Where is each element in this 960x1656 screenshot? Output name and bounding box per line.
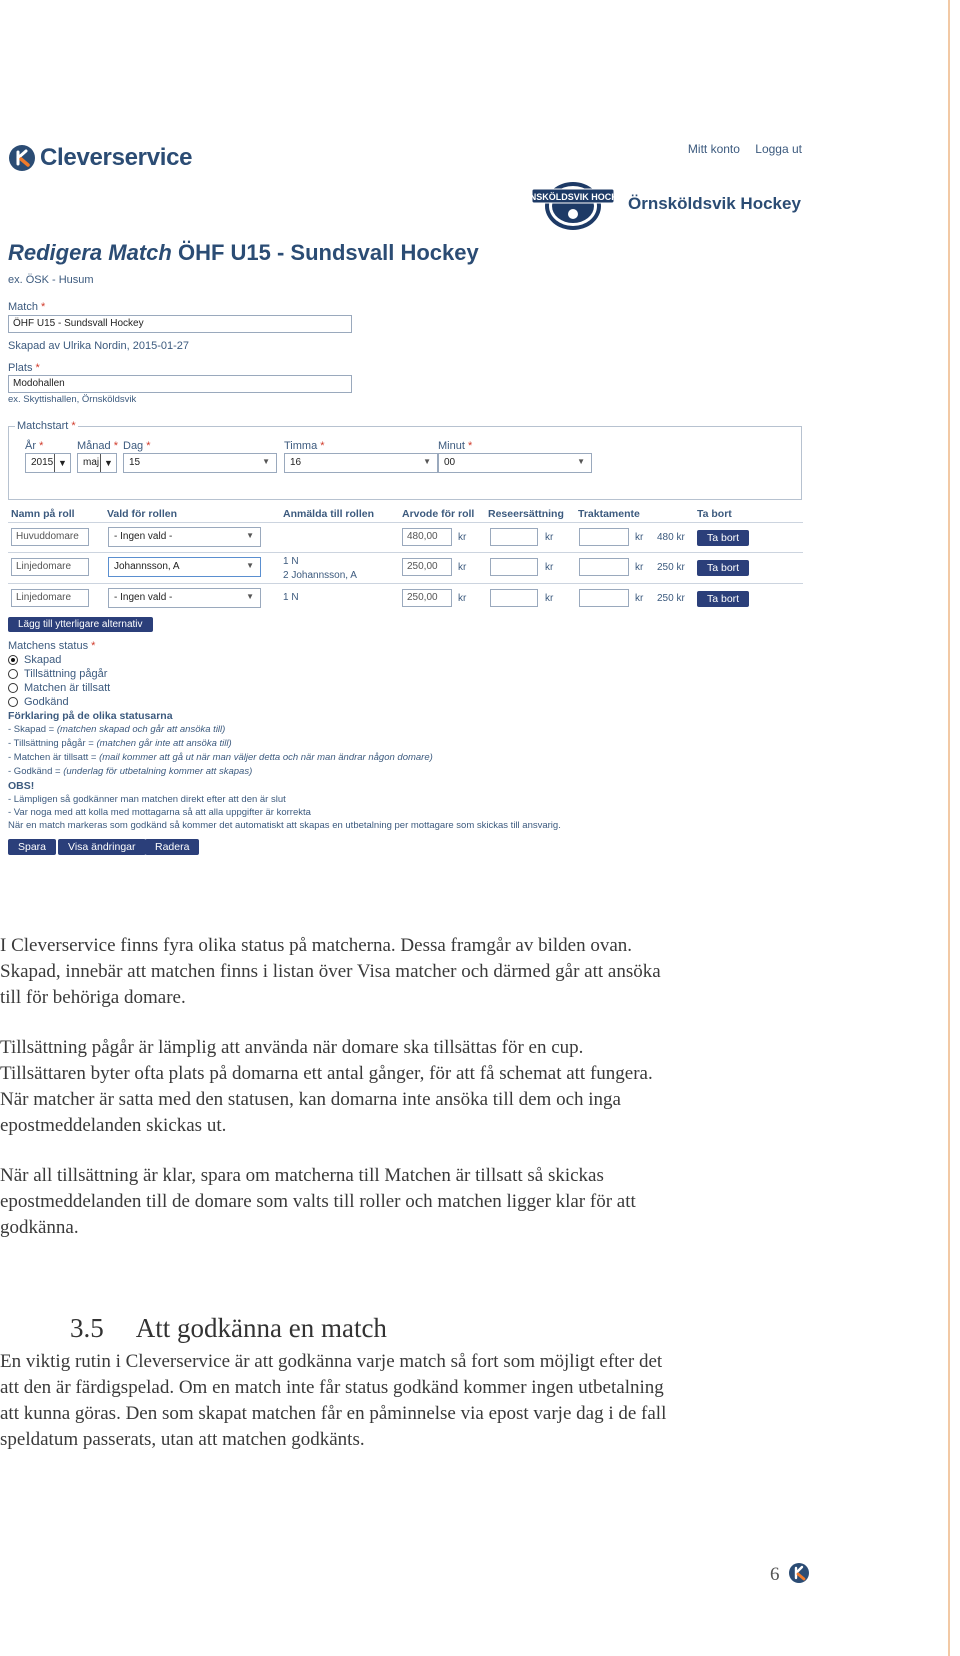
fee-input[interactable]: 250,00 (402, 589, 452, 607)
row-total: 250 kr (657, 593, 685, 604)
cleverservice-logo[interactable] (8, 144, 192, 172)
explanation-line: - Tillsättning pågår = (matchen går inte att ansöka till) (8, 738, 232, 749)
year-select[interactable]: 2015 ▼ (25, 453, 71, 473)
match-example: ex. ÖSK - Husum (8, 274, 94, 286)
col-header-chosen: Vald för rollen (107, 508, 178, 520)
remove-button[interactable]: Ta bort (697, 560, 749, 576)
currency-label: kr (635, 593, 644, 604)
allowance-input[interactable] (579, 558, 629, 576)
travel-input[interactable] (490, 558, 538, 576)
plats-example: ex. Skyttishallen, Örnsköldsvik (8, 394, 137, 405)
section-title: Att godkänna en match (135, 1313, 387, 1343)
status-radio-approved[interactable]: Godkänd (8, 696, 69, 708)
col-header-allowance: Traktamente (578, 508, 640, 520)
explanation-line: - Skapad = (matchen skapad och går att ansöka till) (8, 724, 226, 735)
plats-input[interactable]: Modohallen (8, 375, 352, 393)
radio-selected-icon (8, 655, 18, 665)
show-changes-button[interactable]: Visa ändringar (58, 839, 146, 855)
club-badge-text: ÖRNSKÖLDSVIK HOCKEY (516, 192, 630, 202)
currency-label: kr (458, 562, 467, 573)
cleverservice-logo-icon (8, 144, 36, 172)
remove-button[interactable]: Ta bort (697, 591, 749, 607)
travel-input[interactable] (490, 589, 538, 607)
chosen-select[interactable]: - Ingen vald - ▼ (108, 527, 261, 547)
allowance-input[interactable] (579, 589, 629, 607)
month-label: Månad * (77, 440, 118, 452)
obs-line: När en match markeras som godkänd så kommer det automatiskt att skapas en utbetalning per mottagare som skickas till ansvarig. (8, 820, 561, 831)
role-name-input[interactable]: Linjedomare (11, 589, 89, 607)
role-name-input[interactable]: Linjedomare (11, 558, 89, 576)
chevron-down-icon: ▼ (423, 457, 431, 466)
delete-button[interactable]: Radera (145, 839, 199, 855)
match-label: Match * (8, 301, 46, 313)
matchstart-legend: Matchstart * (17, 420, 76, 432)
obs-line: - Lämpligen så godkänner man matchen direkt efter att den är slut (8, 794, 286, 805)
cleverservice-logo-icon (788, 1562, 810, 1584)
explanation-line: - Matchen är tillsatt = (mail kommer att gå ut när man väljer detta och när man ändrar någon domare) (8, 752, 433, 763)
status-label: Matchens status * (8, 640, 96, 652)
chevron-down-icon: ▼ (100, 454, 116, 472)
status-radio-in-progress[interactable]: Tillsättning pågår (8, 668, 107, 680)
paragraph-in-progress: Tillsättning pågår är lämplig att använda när domare ska tillsättas för en cup. Tillsättaren byter ofta plats på domarna ett antal gånger, för att få schemat att fungera. När matcher är satta med den statusen, kan domarna inte ansöka till dem och inga epostmeddelanden skickas ut. (0, 1037, 653, 1136)
radio-icon (8, 697, 18, 707)
table-divider (8, 583, 803, 584)
add-alternative-button[interactable]: Lägg till ytterligare alternativ (8, 617, 153, 632)
currency-label: kr (635, 532, 644, 543)
page-number: 6 (770, 1564, 780, 1585)
paragraph-status-intro: I Cleverservice finns fyra olika status på matcherna. Dessa framgår av bilden ovan. Skapad, innebär att matchen finns i listan över Visa matcher och därmed går att ansöka till för behöriga domare. (0, 935, 661, 1008)
chevron-down-icon: ▼ (577, 457, 585, 466)
currency-label: kr (545, 562, 554, 573)
radio-icon (8, 669, 18, 679)
chevron-down-icon: ▼ (246, 531, 254, 540)
page-edge-line (948, 0, 950, 1656)
fee-input[interactable]: 250,00 (402, 558, 452, 576)
hour-select[interactable]: 16 ▼ (284, 453, 438, 473)
allowance-input[interactable] (579, 528, 629, 546)
chevron-down-icon: ▼ (246, 592, 254, 601)
club-name: Örnsköldsvik Hockey (628, 194, 801, 213)
status-radio-assigned[interactable]: Matchen är tillsatt (8, 682, 110, 694)
col-header-applied: Anmälda till rollen (283, 508, 375, 520)
status-radio-created[interactable]: Skapad (8, 654, 61, 666)
created-by-text: Skapad av Ulrika Nordin, 2015-01-27 (8, 340, 189, 352)
travel-input[interactable] (490, 528, 538, 546)
col-header-role: Namn på roll (11, 508, 75, 520)
chevron-down-icon: ▼ (54, 454, 70, 472)
fee-input[interactable]: 480,00 (402, 528, 452, 546)
applied-entry: 1 N (283, 592, 299, 603)
day-select[interactable]: 15 ▼ (123, 453, 277, 473)
col-header-travel: Reseersättning (488, 508, 564, 520)
section-number: 3.5 (70, 1313, 104, 1343)
table-divider (8, 552, 803, 553)
day-label: Dag * (123, 440, 151, 452)
minute-select[interactable]: 00 ▼ (438, 453, 592, 473)
hour-label: Timma * (284, 440, 325, 452)
my-account-link[interactable]: Mitt konto (687, 142, 740, 156)
col-header-remove: Ta bort (697, 508, 732, 520)
month-select[interactable]: maj ▼ (77, 453, 117, 473)
year-label: År * (25, 440, 44, 452)
remove-button[interactable]: Ta bort (697, 530, 749, 546)
chevron-down-icon: ▼ (246, 561, 254, 570)
save-button[interactable]: Spara (8, 839, 56, 855)
explanation-line: - Godkänd = (underlag för utbetalning kommer att skapas) (8, 766, 253, 777)
currency-label: kr (635, 562, 644, 573)
currency-label: kr (458, 532, 467, 543)
club-badge-icon (516, 176, 630, 232)
club-header (516, 176, 801, 232)
obs-title: OBS! (8, 780, 35, 792)
section-heading (70, 1313, 387, 1344)
applied-entry: 1 N (283, 556, 299, 567)
table-divider (8, 522, 803, 523)
radio-icon (8, 683, 18, 693)
plats-label: Plats * (8, 362, 40, 374)
minute-label: Minut * (438, 440, 473, 452)
obs-line: - Var noga med att kolla med mottagarna så att alla uppgifter är korrekta (8, 807, 311, 818)
logout-link[interactable]: Logga ut (755, 142, 802, 156)
chevron-down-icon: ▼ (262, 457, 270, 466)
row-total: 480 kr (657, 532, 685, 543)
explanation-title: Förklaring på de olika statusarna (8, 710, 173, 722)
account-links (676, 142, 802, 156)
currency-label: kr (545, 532, 554, 543)
brand-name: Cleverservice (40, 144, 193, 171)
page-title: Redigera Match ÖHF U15 - Sundsvall Hockey (8, 240, 479, 265)
paragraph-approve: En viktig rutin i Cleverservice är att godkänna varje match så fort som möjligt efter det att den är färdigspelad. Om en match inte får status godkänd kommer ingen utbetalning att kunna göras. Den som skapat matchen får en påminnelse via epost varje dag i de fall speldatum passerats, utan att matchen godkänts. (0, 1351, 667, 1450)
currency-label: kr (458, 593, 467, 604)
currency-label: kr (545, 593, 554, 604)
embedded-screenshot (0, 130, 810, 910)
paragraph-assigned: När all tillsättning är klar, spara om matcherna till Matchen är tillsatt så skickas epostmeddelanden till de domare som valts till roller och matchen ligger klar för att godkänna. (0, 1165, 636, 1238)
row-total: 250 kr (657, 562, 685, 573)
chosen-select[interactable]: Johannsson, A ▼ (108, 557, 261, 577)
chosen-select[interactable]: - Ingen vald - ▼ (108, 588, 261, 608)
match-input[interactable]: ÖHF U15 - Sundsvall Hockey (8, 315, 352, 333)
col-header-fee: Arvode för roll (402, 508, 475, 520)
role-name-input[interactable]: Huvuddomare (11, 528, 89, 546)
applied-entry: 2 Johannsson, A (283, 570, 357, 581)
